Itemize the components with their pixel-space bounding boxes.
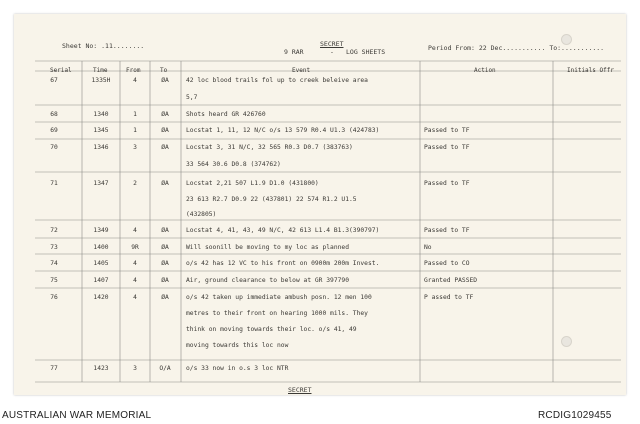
entry-time: 1405 — [93, 260, 109, 267]
entry-event-line: moving towards this loc now — [186, 342, 289, 349]
entry-from: 1 — [133, 111, 137, 118]
entry-event-line: Locstat 4, 41, 43, 49 N/C, 42 613 L1.4 B1.3(390797) — [186, 227, 380, 234]
entry-serial: 73 — [50, 244, 58, 251]
entry-action: Granted PASSED — [424, 277, 478, 284]
entry-event-line: o/s 33 now in o.s 3 loc NTR — [186, 365, 289, 372]
entry-time: 1345 — [93, 127, 109, 134]
entry-serial: 71 — [50, 180, 58, 187]
entry-event-line: 5,7 — [186, 94, 198, 101]
entry-from: 4 — [133, 294, 137, 301]
entry-to: ØA — [161, 294, 169, 301]
entry-action: P assed to TF — [424, 294, 474, 301]
entry-event-line: Locstat 3, 31 N/C, 32 565 R0.3 D0.7 (383763) — [186, 144, 353, 151]
entry-event-line: 23 613 R2.7 D0.9 22 (437801) 22 574 R1.2 U1.5 — [186, 196, 357, 203]
entry-action: Passed to TF — [424, 180, 470, 187]
entry-serial: 69 — [50, 127, 58, 134]
entry-event-line: Locstat 2,21 507 L1.9 D1.0 (431800) — [186, 180, 319, 187]
entry-time: 1347 — [93, 180, 109, 187]
entry-to: ØA — [161, 180, 169, 187]
entry-from: 2 — [133, 180, 137, 187]
entry-serial: 70 — [50, 144, 58, 151]
entry-event-line: 33 564 30.6 D0.8 (374762) — [186, 161, 281, 168]
column-header-action: Action — [474, 67, 496, 74]
entry-serial: 76 — [50, 294, 58, 301]
column-header-to: To — [160, 67, 168, 74]
entry-event-line: Locstat 1, 11, 12 N/C o/s 13 579 R0.4 U1.3 (424783) — [186, 127, 380, 134]
entry-from: 4 — [133, 277, 137, 284]
entry-time: 1420 — [93, 294, 109, 301]
entry-event-line: 42 loc blood trails fol up to creek beleive area — [186, 77, 368, 84]
classification-top: SECRET — [320, 40, 344, 48]
entry-from: 4 — [133, 260, 137, 267]
column-header-time: Time — [93, 67, 108, 74]
entry-to: O/A — [159, 365, 171, 372]
entry-from: 1 — [133, 127, 137, 134]
entry-time: 1349 — [93, 227, 109, 234]
entry-event-line: Shots heard GR 426760 — [186, 111, 266, 118]
entry-event-line: (432805) — [186, 211, 217, 218]
header-dash: - — [330, 48, 334, 56]
entry-time: 1400 — [93, 244, 109, 251]
entry-serial: 74 — [50, 260, 58, 267]
entry-serial: 67 — [50, 77, 58, 84]
entry-serial: 77 — [50, 365, 58, 372]
entry-action: Passed to TF — [424, 127, 470, 134]
entry-event-line: Air, ground clearance to below at GR 397790 — [186, 277, 350, 284]
entry-time: 1407 — [93, 277, 109, 284]
entry-event-line: think on moving towards their loc. o/s 41, 49 — [186, 326, 357, 333]
entry-action: No — [424, 244, 432, 251]
entry-event-line: Will soonill be moving to my loc as planned — [186, 244, 350, 251]
entry-action: Passed to CO — [424, 260, 470, 267]
entry-serial: 68 — [50, 111, 58, 118]
column-header-initials: Initials Offr — [567, 67, 614, 74]
column-header-from: From — [126, 67, 141, 74]
classification-bottom: SECRET — [288, 386, 312, 394]
column-header-serial: Serial — [50, 67, 72, 74]
sheet-number: Sheet No: .11........ — [62, 42, 145, 50]
entry-event-line: o/s 42 taken up immediate ambush posn. 12 men 100 — [186, 294, 372, 301]
entry-from: 9R — [131, 244, 139, 251]
entry-to: ØA — [161, 111, 169, 118]
entry-from: 4 — [133, 227, 137, 234]
entry-to: ØA — [161, 227, 169, 234]
entry-serial: 75 — [50, 277, 58, 284]
entry-to: ØA — [161, 244, 169, 251]
entry-time: 1335H — [91, 77, 111, 84]
footer-credit: AUSTRALIAN WAR MEMORIAL — [2, 410, 152, 421]
entry-event-line: metres to their front on hearing 1000 mils. They — [186, 310, 368, 317]
entry-action: Passed to TF — [424, 227, 470, 234]
entry-event-line: o/s 42 has 12 VC to his front on 0900m 200m Invest. — [186, 260, 380, 267]
entry-action: Passed to TF — [424, 144, 470, 151]
entry-from: 3 — [133, 144, 137, 151]
entry-from: 4 — [133, 77, 137, 84]
entry-time: 1346 — [93, 144, 109, 151]
entry-to: ØA — [161, 260, 169, 267]
entry-to: ØA — [161, 127, 169, 134]
entry-to: ØA — [161, 277, 169, 284]
log-sheet — [14, 14, 626, 395]
entry-serial: 72 — [50, 227, 58, 234]
entry-from: 3 — [133, 365, 137, 372]
column-header-event: Event — [292, 67, 311, 74]
log-title: LOG SHEETS — [346, 48, 386, 56]
entry-time: 1340 — [93, 111, 109, 118]
footer-id: RCDIG1029455 — [538, 410, 612, 421]
entry-time: 1423 — [93, 365, 109, 372]
unit-name: 9 RAR — [284, 48, 304, 56]
entry-to: ØA — [161, 144, 169, 151]
entry-to: ØA — [161, 77, 169, 84]
period-field: Period From: 22 Dec........... To:........... — [428, 44, 605, 52]
